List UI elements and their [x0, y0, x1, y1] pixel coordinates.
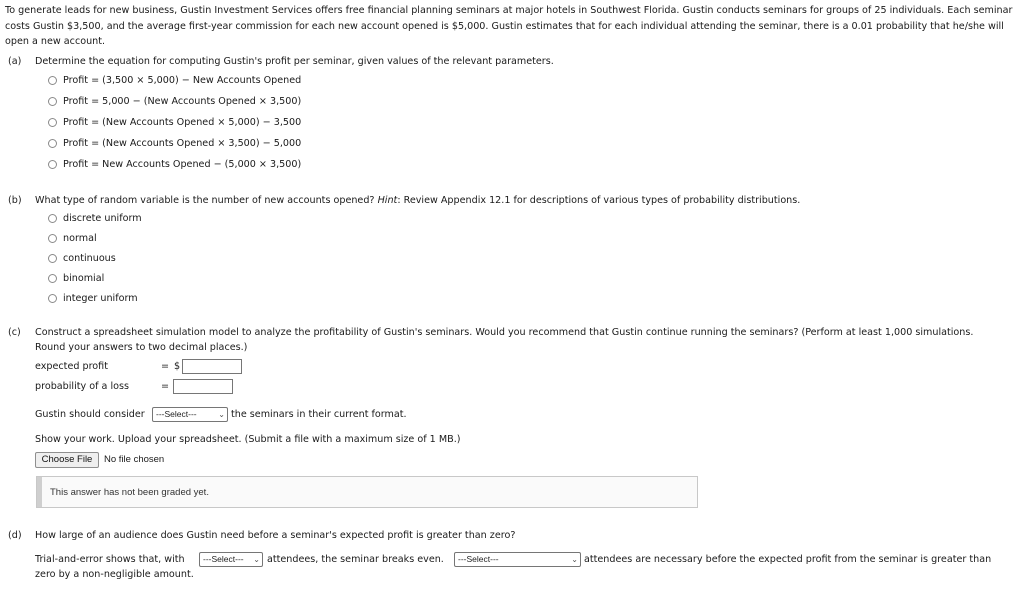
radio-b-option-4[interactable]	[48, 274, 57, 283]
consider-select[interactable]: ---Select--- ⌄	[152, 407, 228, 422]
grading-status-box	[36, 476, 698, 508]
dollar-sign: $	[174, 361, 181, 372]
breakeven-text: attendees, the seminar breaks even.	[267, 554, 444, 565]
option-b-3-label: continuous	[63, 253, 116, 264]
option-b-2-label: normal	[63, 233, 97, 244]
radio-a-option-1[interactable]	[48, 76, 57, 85]
option-b-5-label: integer uniform	[63, 293, 138, 304]
no-file-chosen-text: No file chosen	[104, 454, 165, 465]
radio-b-option-5[interactable]	[48, 294, 57, 303]
radio-a-option-4[interactable]	[48, 139, 57, 148]
radio-b-option-2[interactable]	[48, 234, 57, 243]
chevron-down-icon: ⌄	[218, 410, 225, 419]
status-bar-accent	[37, 477, 42, 507]
option-a-4-label: Profit = (New Accounts Opened × 3,500) − 5,000	[63, 138, 302, 149]
radio-b-option-1[interactable]	[48, 214, 57, 223]
radio-b-option-3[interactable]	[48, 254, 57, 263]
expected-profit-input[interactable]	[182, 359, 242, 374]
probability-loss-label: probability of a loss	[35, 381, 129, 392]
part-c-question-line2: Round your answers to two decimal places.)	[35, 342, 248, 353]
part-b-label: (b)	[8, 195, 22, 206]
part-d-label: (d)	[8, 530, 22, 541]
consider-prefix: Gustin should consider	[35, 409, 145, 420]
part-d-question: How large of an audience does Gustin need before a seminar's expected profit is greater than zero?	[35, 530, 516, 541]
option-a-5-label: Profit = New Accounts Opened − (5,000 × 3,500)	[63, 159, 302, 170]
option-a-2-label: Profit = 5,000 − (New Accounts Opened × 3,500)	[63, 96, 302, 107]
consider-suffix: the seminars in their current format.	[231, 409, 407, 420]
expected-profit-label: expected profit	[35, 361, 108, 372]
option-a-1-label: Profit = (3,500 × 5,000) − New Accounts Opened	[63, 75, 302, 86]
part-c-question-line1: Construct a spreadsheet simulation model to analyze the profitability of Gustin's seminars. Would you recommend that Gustin continue running the seminars? (Perform at least 1,000 simulations.	[35, 327, 974, 338]
grading-status-text: This answer has not been graded yet.	[50, 487, 209, 498]
part-a-label: (a)	[8, 56, 22, 67]
part-a-question: Determine the equation for computing Gustin's profit per seminar, given values of the relevant parameters.	[35, 56, 554, 67]
radio-a-option-5[interactable]	[48, 160, 57, 169]
option-b-1-label: discrete uniform	[63, 213, 142, 224]
part-c-label: (c)	[8, 327, 21, 338]
show-work-instruction: Show your work. Upload your spreadsheet. (Submit a file with a maximum size of 1 MB.)	[35, 434, 461, 445]
equals-sign: =	[161, 381, 170, 392]
chevron-down-icon: ⌄	[571, 555, 578, 564]
attendees-breakeven-select[interactable]: ---Select--- ⌄	[199, 552, 263, 567]
choose-file-button[interactable]: Choose File	[35, 452, 99, 468]
necessary-text-line2: zero by a non-negligible amount.	[35, 569, 194, 580]
necessary-text: attendees are necessary before the expected profit from the seminar is greater than	[584, 554, 992, 565]
trial-error-prefix: Trial-and-error shows that, with	[35, 554, 185, 565]
probability-loss-input[interactable]	[173, 379, 233, 394]
problem-intro: To generate leads for new business, Gustin Investment Services offers free financial planning seminars at major hotels in Southwest Florida. Gustin conducts seminars for groups of 25 individuals. Each seminar costs Gustin $3,500, and the average first-year commission for each new account opened is $5,000. Gustin estimates that for each individual attending the seminar, there is a 0.01 probability that he/she will open a new account.	[5, 5, 1013, 47]
part-b-question: What type of random variable is the number of new accounts opened? Hint: Review Appendix 12.1 for descriptions of various types of probability distributions.	[35, 195, 801, 206]
chevron-down-icon: ⌄	[253, 555, 260, 564]
option-a-3-label: Profit = (New Accounts Opened × 5,000) − 3,500	[63, 117, 302, 128]
equals-sign: =	[161, 361, 170, 372]
radio-a-option-2[interactable]	[48, 97, 57, 106]
attendees-necessary-select[interactable]: ---Select--- ⌄	[454, 552, 581, 567]
radio-a-option-3[interactable]	[48, 118, 57, 127]
option-b-4-label: binomial	[63, 273, 105, 284]
